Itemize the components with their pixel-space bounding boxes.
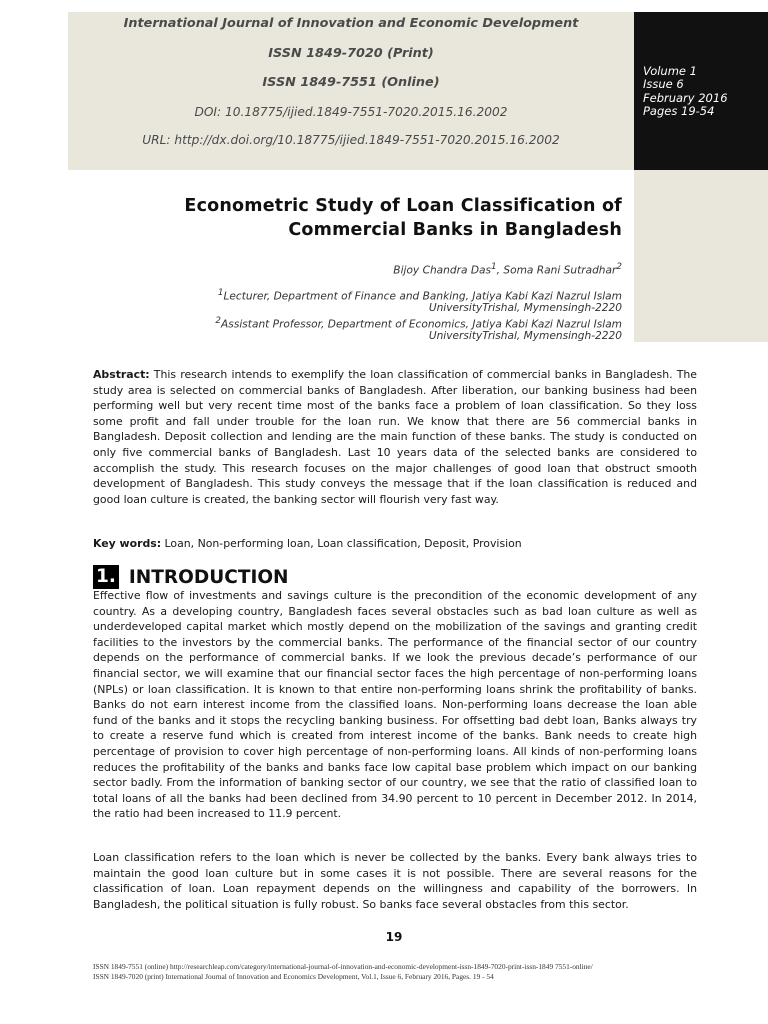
page-number: 19 xyxy=(385,930,403,944)
pages-label: Pages 19-54 xyxy=(643,104,715,118)
abstract-text: This research intends to exemplify the loan classification of commercial banks in Bangladesh. The study area is selected on commercial banks of Bangladesh. After liberation, our banking business had been performing well but very recent time most of the banks face a problem of loan classification. So they loss some profit and fall under trouble for the loan run. We know that there are 56 commercial banks in Bangladesh. Deposit collection and lending are the main function of these banks. The study is conducted on only five commercial banks of Bangladesh. Last 10 years data of the selected banks are considered to accomplish the study. This research focuses on the major challenges of good loan that obstruct smooth development of Bangladesh. This study conveys the message that if the loan classification is reduced and good loan culture is created, the banking sector will flourish very fast way. xyxy=(93,368,697,506)
intro-paragraph-2: Loan classification refers to the loan which is never be collected by the banks. Every bank always tries to maintain the good loan culture but in some cases it is not possible. There are several reasons for the classification of loan. Loan repayment depends on the willingness and capability of the borrowers. In Bangladesh, the political situation is fully robust. So banks face several obstacles from this sector. xyxy=(93,851,697,911)
keywords xyxy=(93,536,697,552)
author-1-sup: 1 xyxy=(491,262,497,272)
affiliation-1-sup: 1 xyxy=(217,288,224,298)
date-label: February 2016 xyxy=(643,91,728,105)
issn-print: ISSN 1849-7020 (Print) xyxy=(268,46,434,61)
footer-line2: ISSN 1849-7020 (print) International Journal of Innovation and Economics Development, Vol.1, Issue 6, February 2016, Pages. 19 - 54 xyxy=(93,972,494,981)
author-separator: , xyxy=(496,264,504,277)
section-number: 1. xyxy=(93,565,119,589)
journal-name: International Journal of Innovation and Economic Development xyxy=(123,16,579,31)
affiliation-2-text: Assistant Professor, Department of Economics, Jatiya Kabi Kazi Nazrul Islam xyxy=(221,318,622,331)
affiliation-2-line1 xyxy=(215,316,622,331)
keywords-text: Loan, Non-performing loan, Loan classification, Deposit, Provision xyxy=(161,537,522,550)
abstract-label: Abstract: xyxy=(93,368,150,381)
issn-online: ISSN 1849-7551 (Online) xyxy=(262,75,440,90)
doi-text: DOI: 10.18775/ijied.1849-7551-7020.2015.16.2002 xyxy=(194,105,508,119)
section-title: INTRODUCTION xyxy=(128,566,289,588)
url-text: URL: http://dx.doi.org/10.18775/ijied.1849-7551-7020.2015.16.2002 xyxy=(142,133,560,147)
affiliation-1-line2: UniversityTrishal, Mymensingh-2220 xyxy=(428,302,622,314)
article-title-line2: Commercial Banks in Bangladesh xyxy=(288,220,622,240)
author-2-sup: 2 xyxy=(616,262,622,272)
affiliation-2-line2: UniversityTrishal, Mymensingh-2220 xyxy=(428,330,622,342)
author-2: Soma Rani Sutradhar xyxy=(503,264,617,277)
affiliation-2-sup: 2 xyxy=(215,316,222,326)
side-decoration-strip xyxy=(634,170,768,342)
intro-paragraph-1: Effective flow of investments and savings culture is the precondition of the economic development of any country. As a developing country, Bangladesh faces several obstacles such as bad loan culture as well as underdeveloped capital market which mostly depend on the mobilization of the savings and granting credit facilities to the investors by the commercial banks. The performance of the financial sector of our country depends on the performance of commercial banks. If we look the previous decade’s performance of our financial sector, we will examine that our financial sector faces the high percentage of non-performing loans (NPLs) or loan classification. It is known to that entire non-performing loans shrink the profitability of banks. Banks do not earn interest income from the classified loans. Non-performing loans decrease the loan able fund of the banks and it stops the recycling banking business. For offsetting bad debt loan, Banks always try to create a reserve fund which is created from interest income of the banks. Bank needs to create high percentage of provision to cover high percentage of non-performing loans. All kinds of non-performing loans reduces the profitability of the banks and banks face low capital base problem which impact on our banking sector badly. From the information of banking sector of our country, we see that the ratio of classified loan to total loans of all the banks had been declined from 34.90 percent to 10 percent in December 2012. In 2014, the ratio had been increased to 11.9 percent. xyxy=(93,589,697,821)
affiliation-1-line1 xyxy=(218,288,622,303)
section-heading-introduction xyxy=(93,565,289,589)
affiliation-1-text: Lecturer, Department of Finance and Banking, Jatiya Kabi Kazi Nazrul Islam xyxy=(223,290,622,303)
footer-line1: ISSN 1849-7551 (online) http://researchleap.com/category/international-journal-of-innovation-and-economic-development-issn-1849-7020-print-issn-1849 7551-online/ xyxy=(93,962,593,971)
keywords-label: Key words: xyxy=(93,537,162,550)
abstract xyxy=(93,367,697,507)
author-1: Bijoy Chandra Das xyxy=(393,264,491,277)
issue-label: Issue 6 xyxy=(643,77,684,91)
author-line xyxy=(393,262,622,277)
article-title-line1: Econometric Study of Loan Classification of xyxy=(184,196,622,216)
volume-label: Volume 1 xyxy=(643,64,697,78)
